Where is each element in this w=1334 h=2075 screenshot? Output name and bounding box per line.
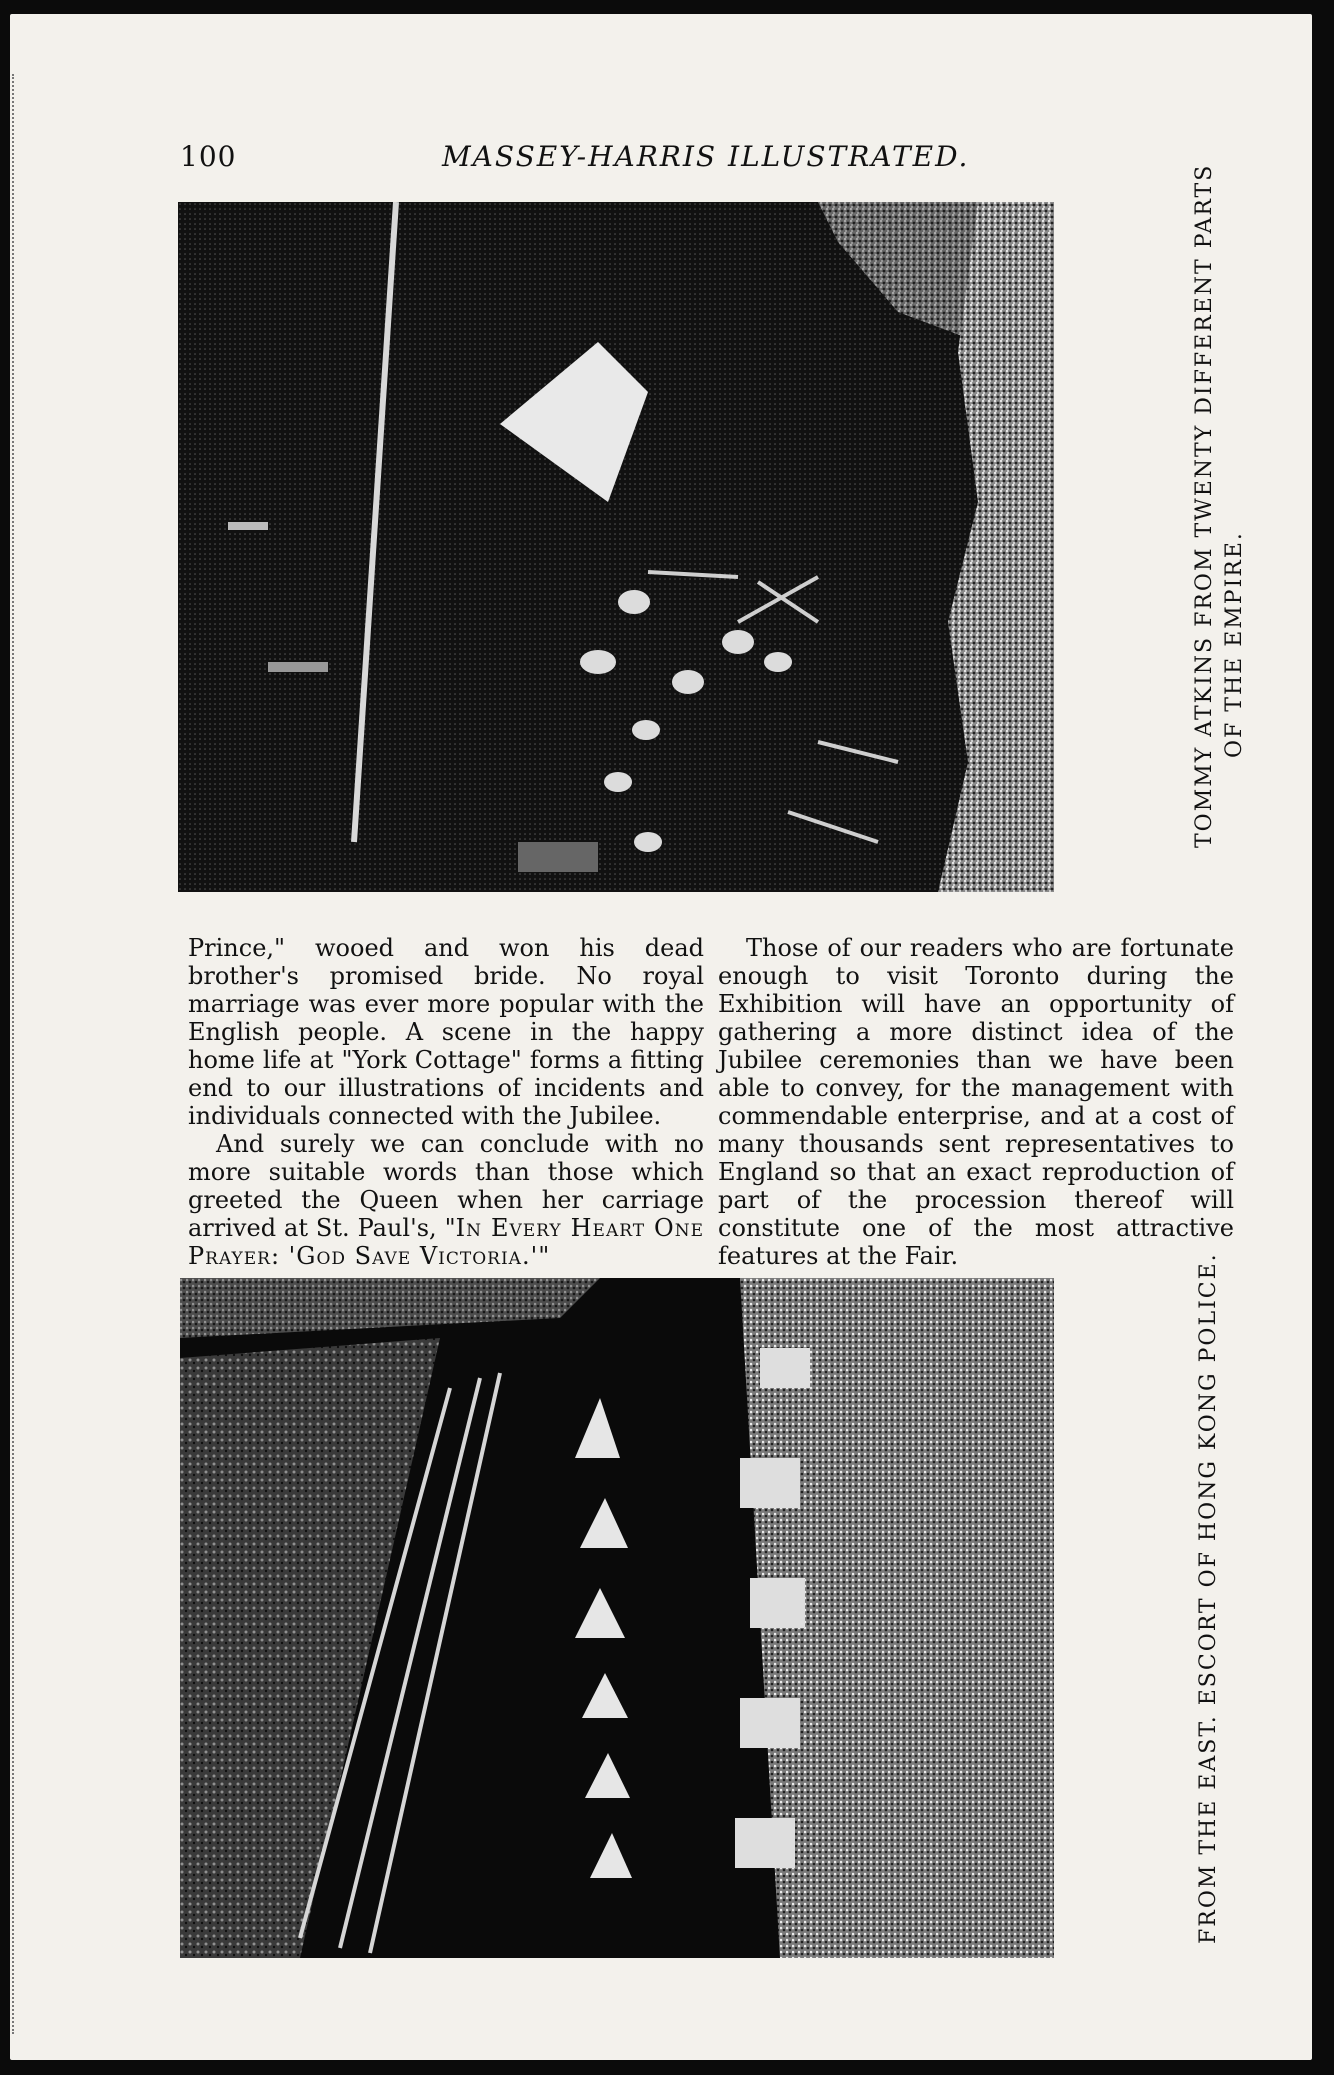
- top-photo-caption: [1190, 164, 1250, 848]
- article-left-column: [188, 934, 704, 1270]
- photo-soldiers-group: [178, 202, 1054, 892]
- top-caption-line-2: OF THE EMPIRE.: [1222, 531, 1247, 758]
- article-right-column: Those of our readers who are fortunate enough to visit Toronto during the Exhibition will have an opportunity of gathering a more distinct idea of the Jubilee ceremonies than we have been able to convey, for the management with commendable enterprise, and at a cost of many thousands sent representatives to England so that an exact reproduction of part of the procession thereof will constitute one of the most attractive features at the Fair.: [718, 934, 1234, 1270]
- magazine-page: [10, 14, 1312, 2060]
- article-left-paragraph-1: Prince," wooed and won his dead brother's promised bride. No royal marriage was ever more popular with the English people. A scene in the happy home life at "York Cottage" forms a fitting end to our illustrations of incidents and individuals connected with the Jubilee.: [188, 934, 704, 1130]
- photo-hong-kong-police: [180, 1278, 1054, 1958]
- photo-hong-kong-police-image: [180, 1278, 1054, 1958]
- article-columns: [176, 934, 1234, 1274]
- article-left-paragraph-2-end: ": [538, 1242, 550, 1270]
- bottom-photo-caption: [1194, 1252, 1224, 1944]
- article-quote-small-caps: In Every Heart One Prayer: 'God Save Victoria.': [188, 1214, 704, 1270]
- margin-rule: [12, 74, 14, 2034]
- top-caption-line-1: TOMMY ATKINS FROM TWENTY DIFFERENT PARTS: [1192, 163, 1217, 848]
- bottom-caption-text: FROM THE EAST. ESCORT OF HONG KONG POLICE.: [1196, 1252, 1221, 1944]
- running-title: MASSEY-HARRIS ILLUSTRATED.: [442, 140, 970, 173]
- photo-soldiers-group-image: [178, 202, 1054, 892]
- page-number: 100: [180, 140, 237, 173]
- article-left-paragraph-2: [188, 1130, 704, 1270]
- page-header: [180, 140, 1220, 180]
- article-left-paragraph-2-text: And surely we can conclude with no more suitable words than those which greeted the Queen when her carriage arrived at St. Paul's, ": [188, 1130, 704, 1242]
